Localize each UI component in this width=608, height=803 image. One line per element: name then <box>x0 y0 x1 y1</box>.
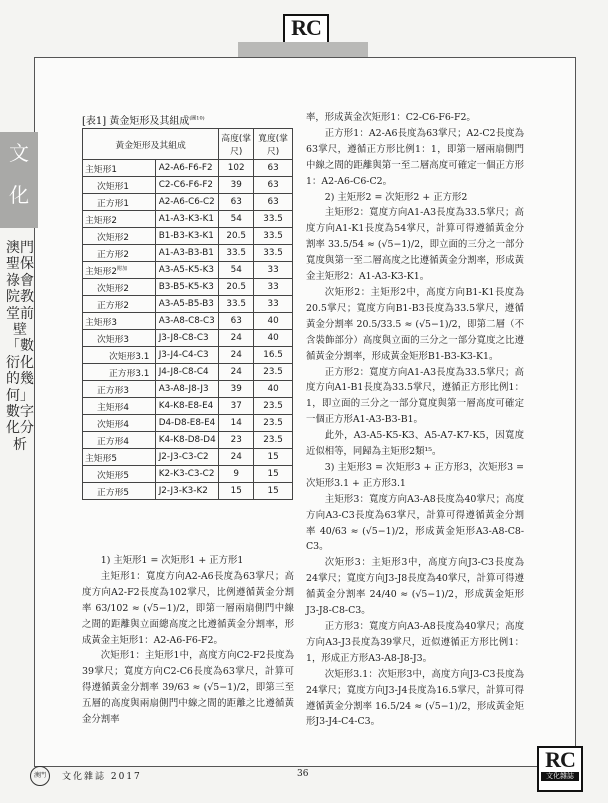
cell-text: K4-K8-D8-D4 <box>158 435 216 445</box>
paragraph: 正方形2：寬度方向A1-A3長度為33.5掌尺；高度方向A1-B1長度為33.5掌尺，遵循正方形比例1：1，即立面的三分之一部分寬度與第一層高度可確定一個正方形A1-A3-B3-B1。 <box>306 366 524 426</box>
cell-sup: 附加 <box>117 265 128 272</box>
table-row <box>83 228 293 245</box>
cell-h <box>219 415 254 432</box>
paragraph: 2) 主矩形2 = 次矩形2 + 正方形2 <box>324 191 468 203</box>
cell-text: 24 <box>230 333 242 343</box>
cell-text: 正方形2 <box>97 249 129 260</box>
cell-h <box>219 296 254 313</box>
cell-text: J3-J4-C4-C3 <box>158 350 209 360</box>
table-row <box>83 381 293 398</box>
cell-text: 33 <box>267 282 279 292</box>
table-caption-text: [表1] 黃金矩形及其組成 <box>82 116 190 127</box>
cell-h <box>219 483 254 500</box>
cell-text: B3-B5-K5-K3 <box>158 282 214 292</box>
paragraph: 主矩形2：寬度方向A1-A3長度為33.5掌尺；高度方向A1-K1長度為54掌尺，計算可得遵循黃金分割率 33.5/54 ≈ (√5−1)/2，即立面的三分之一部分寬度與第一至二層高度之比遵循黃金分割率，形成黃金主矩形2：A1-A3-K3-K1。 <box>306 207 524 283</box>
cell-text: D4-D8-E8-E4 <box>158 418 216 428</box>
cell-h <box>219 211 254 228</box>
left-column <box>82 553 294 728</box>
cell-w <box>254 245 293 262</box>
bottom-logo <box>537 746 583 792</box>
cell-text: J4-J8-C8-C4 <box>158 367 209 377</box>
cell-text: 15 <box>267 486 279 496</box>
cell-w <box>254 160 293 177</box>
cell-text: 15 <box>267 469 279 479</box>
paragraph: 次矩形3：主矩形3中，高度方向J3-C3長度為24掌尺；寬度方向J3-J8長度為40掌尺，計算可得遵循黃金分割率 24/40 ≈ (√5−1)/2，形成黃金矩形J3-J8-C8-C3。 <box>306 557 524 617</box>
header-height: 高度(掌尺) <box>219 129 254 160</box>
cell-text: 主矩形3 <box>85 317 117 328</box>
cell-w <box>254 296 293 313</box>
cell-label <box>83 415 156 432</box>
cell-text: 33 <box>267 299 279 309</box>
cell-w <box>254 432 293 449</box>
paragraph: 次矩形3.1：次矩形3中，高度方向J3-C3長度為24掌尺；寬度方向J3-J4長度為16.5掌尺，計算可得遵循黃金分割率 16.5/24 ≈ (√5−1)/2，形成黃金矩形J3-J4-C4-C3。 <box>306 668 524 728</box>
cell-w <box>254 449 293 466</box>
cell-label <box>83 262 156 279</box>
cell-code <box>155 449 219 466</box>
table-row <box>83 194 293 211</box>
cell-text: 24 <box>230 452 242 462</box>
cell-text: 63 <box>230 316 242 326</box>
cell-w <box>254 415 293 432</box>
table-body <box>83 160 293 500</box>
section-tab-char-2: 化 <box>9 183 29 207</box>
cell-code <box>155 483 219 500</box>
cell-text: A2-A6-F6-F2 <box>158 163 213 173</box>
cell-label <box>83 194 156 211</box>
cell-label <box>83 364 156 381</box>
table-row <box>83 279 293 296</box>
cell-text: 正方形1 <box>97 198 129 209</box>
cell-label <box>83 347 156 364</box>
cell-w <box>254 262 293 279</box>
cell-w <box>254 194 293 211</box>
cell-text: 15 <box>267 452 279 462</box>
cell-text: 20.5 <box>226 231 246 241</box>
cell-label <box>83 160 156 177</box>
cell-w <box>254 177 293 194</box>
table-row <box>83 330 293 347</box>
cell-text: B1-B3-K3-K1 <box>158 231 214 241</box>
cell-text: 正方形2 <box>97 300 129 311</box>
cell-text: A1-A3-B3-B1 <box>158 248 214 258</box>
cell-text: J3-J8-C8-C3 <box>158 333 209 343</box>
cell-text: C2-C6-F6-F2 <box>158 180 214 190</box>
paragraph: 3) 主矩形3 = 次矩形3 + 正方形3，次矩形3 = 次矩形3.1 + 正方形3.1 <box>306 461 524 489</box>
cell-text: 20.5 <box>226 282 246 292</box>
cell-label <box>83 245 156 262</box>
section-tab-char-1: 文 <box>9 141 29 165</box>
cell-text: 16.5 <box>263 350 283 360</box>
cell-text: 54 <box>230 265 242 275</box>
table-row <box>83 466 293 483</box>
paragraph: 主矩形1：寬度方向A2-A6長度為63掌尺；高度方向A2-F2長度為102掌尺，比例遵循黃金分割率 63/102 ≈ (√5−1)/2，即第一層兩扇側門中線之間的距離與立面總高度之比遵循黃金分割率，形成黃金主矩形1：A2-A6-F6-F2。 <box>82 570 294 646</box>
cell-text: 33.5 <box>263 231 283 241</box>
golden-rectangle-table <box>82 128 293 500</box>
logo-text: RC <box>291 15 321 40</box>
table-row <box>83 160 293 177</box>
table-row <box>83 432 293 449</box>
header-width: 寬度(掌尺) <box>254 129 293 160</box>
cell-text: 次矩形4 <box>97 419 129 430</box>
cell-h <box>219 347 254 364</box>
cell-text: 40 <box>267 333 279 343</box>
cell-label <box>83 228 156 245</box>
cell-code <box>155 245 219 262</box>
paragraph: 1) 主矩形1 = 次矩形1 + 正方形1 <box>100 555 244 566</box>
cell-text: 23.5 <box>263 435 283 445</box>
cell-w <box>254 279 293 296</box>
cell-h <box>219 245 254 262</box>
cell-text: 14 <box>230 418 242 428</box>
cell-w <box>254 330 293 347</box>
page-number: 36 <box>297 769 309 779</box>
cell-text: J2-J3-K3-K2 <box>158 486 208 496</box>
table-caption-sup: (圖10) <box>189 115 205 122</box>
cell-label <box>83 211 156 228</box>
cell-h <box>219 279 254 296</box>
cell-h <box>219 228 254 245</box>
table-row <box>83 483 293 500</box>
cell-text: 33.5 <box>226 248 246 258</box>
cell-code <box>155 262 219 279</box>
cell-text: 23 <box>230 435 242 445</box>
journal-name: 文化雜誌 2017 <box>62 772 142 782</box>
cell-text: A3-A5-B5-B3 <box>158 299 214 309</box>
paragraph: 次矩形2：主矩形2中，高度方向B1-K1長度為20.5掌尺；寬度方向B1-B3長度為33.5掌尺，遵循黃金分割率 20.5/33.5 ≈ (√5−1)/2，即第二層（不含裝飾部分）高度與立面的三分之一部分寬度之比遵循黃金分割率，形成黃金矩形B1-B3-K3-K1。 <box>306 286 524 362</box>
cell-text: K4-K8-E8-E4 <box>158 401 214 411</box>
cell-text: 次矩形2 <box>97 283 129 294</box>
cell-h <box>219 313 254 330</box>
cell-text: 23.5 <box>263 401 283 411</box>
bottom-logo-text: RC <box>545 747 575 772</box>
cell-label <box>83 313 156 330</box>
cell-w <box>254 347 293 364</box>
cell-text: 9 <box>233 469 239 479</box>
cell-label <box>83 177 156 194</box>
cell-text: 次矩形2 <box>97 232 129 243</box>
cell-text: A2-A6-C6-C2 <box>158 197 215 207</box>
section-tab <box>0 132 38 228</box>
cell-text: 40 <box>267 384 279 394</box>
cell-code <box>155 279 219 296</box>
cell-w <box>254 211 293 228</box>
cell-h <box>219 194 254 211</box>
cell-label <box>83 296 156 313</box>
cell-code <box>155 432 219 449</box>
cell-h <box>219 262 254 279</box>
cell-text: 24 <box>230 350 242 360</box>
cell-code <box>155 228 219 245</box>
table-row <box>83 449 293 466</box>
paragraph: 次矩形1：主矩形1中，高度方向C2-F2長度為39掌尺；寬度方向C2-C6長度為63掌尺，計算可得遵循黃金分割率 39/63 ≈ (√5−1)/2，即第三至五層的高度與兩扇側門中線之間的距離之比遵循黃金分割率 <box>82 650 294 726</box>
cell-h <box>219 381 254 398</box>
cell-label <box>83 483 156 500</box>
cell-text: 33.5 <box>263 214 283 224</box>
cell-w <box>254 381 293 398</box>
cell-code <box>155 160 219 177</box>
table-row <box>83 347 293 364</box>
right-column <box>306 110 524 730</box>
table-row <box>83 245 293 262</box>
cell-text: 次矩形1 <box>97 181 129 192</box>
cell-code <box>155 466 219 483</box>
cell-text: 次矩形3 <box>97 334 129 345</box>
table-row <box>83 177 293 194</box>
cell-label <box>83 449 156 466</box>
cell-text: 63 <box>267 163 279 173</box>
cell-text: 正方形4 <box>97 436 129 447</box>
cell-h <box>219 466 254 483</box>
bottom-logo-sub: 文化雜誌 <box>541 772 579 781</box>
cell-text: 54 <box>230 214 242 224</box>
cell-text: A3-A5-K5-K3 <box>158 265 214 275</box>
cell-text: 主矩形1 <box>85 164 117 175</box>
cell-text: 102 <box>227 163 245 173</box>
cell-h <box>219 398 254 415</box>
cell-text: 24 <box>230 367 242 377</box>
cell-text: 次矩形5 <box>97 470 129 481</box>
cell-label <box>83 381 156 398</box>
table-row <box>83 398 293 415</box>
cell-code <box>155 313 219 330</box>
paragraph: 主矩形3：寬度方向A3-A8長度為40掌尺；高度方向A3-C3長度為63掌尺，計算可得遵循黃金分割率 40/63 ≈ (√5−1)/2，形成黃金矩形A3-A8-C8-C3。 <box>306 493 524 553</box>
cell-text: 主矩形4 <box>97 402 129 413</box>
cell-w <box>254 466 293 483</box>
cell-code <box>155 415 219 432</box>
cell-text: 40 <box>267 316 279 326</box>
cell-text: 63 <box>267 197 279 207</box>
cell-label <box>83 398 156 415</box>
cell-w <box>254 483 293 500</box>
cell-h <box>219 330 254 347</box>
cell-text: 主矩形5 <box>85 453 117 464</box>
cell-text: 23.5 <box>263 367 283 377</box>
cell-text: 33.5 <box>263 248 283 258</box>
cell-w <box>254 398 293 415</box>
paragraph: 此外，A3-A5-K5-K3、A5-A7-K7-K5，因寬度近似相等，同歸為主矩形2類¹⁵。 <box>306 430 524 458</box>
cell-text: A3-A8-C8-C3 <box>158 316 215 326</box>
cell-text: 39 <box>230 180 242 190</box>
table-row <box>83 296 293 313</box>
cell-label <box>83 330 156 347</box>
cell-text: 正方形5 <box>97 487 129 498</box>
cell-text: J2-J3-C3-C2 <box>158 452 209 462</box>
cell-h <box>219 160 254 177</box>
cell-text: K2-K3-C3-C2 <box>158 469 215 479</box>
cell-h <box>219 432 254 449</box>
cell-code <box>155 364 219 381</box>
cell-text: 33.5 <box>226 299 246 309</box>
cell-code <box>155 347 219 364</box>
cell-text: 主矩形2 <box>85 215 117 226</box>
cell-text: 正方形3.1 <box>109 368 150 379</box>
cell-h <box>219 364 254 381</box>
cell-code <box>155 330 219 347</box>
cell-code <box>155 194 219 211</box>
cell-label <box>83 466 156 483</box>
cell-text: 15 <box>230 486 242 496</box>
cell-text: 63 <box>230 197 242 207</box>
cell-h <box>219 177 254 194</box>
cell-h <box>219 449 254 466</box>
cell-code <box>155 177 219 194</box>
top-strip <box>238 42 368 58</box>
cell-text: 正方形3 <box>97 385 129 396</box>
article-title: 澳門聖保祿會院教堂前壁「數衍化的幾何」數字化分析 <box>6 240 34 453</box>
cell-text: 次矩形3.1 <box>109 351 150 362</box>
table-row <box>83 364 293 381</box>
paragraph: 正方形1：A2-A6長度為63掌尺；A2-C2長度為63掌尺，遵循正方形比例1：1，即第一層兩扇側門中線之間的距離與第一至二層高度可確定一個正方形1：A2-A6-C6-C2。 <box>306 127 524 187</box>
table-row <box>83 262 293 279</box>
cell-label <box>83 432 156 449</box>
cell-label <box>83 279 156 296</box>
cell-text: 23.5 <box>263 418 283 428</box>
header-name: 黃金矩形及其組成 <box>83 129 219 160</box>
cell-text: 主矩形2 <box>85 266 117 277</box>
cell-w <box>254 228 293 245</box>
journal-emblem: 澳門 <box>30 766 50 786</box>
cell-text: 63 <box>267 180 279 190</box>
cell-text: 39 <box>230 384 242 394</box>
table-caption <box>82 112 205 127</box>
paragraph: 率，形成黃金次矩形1：C2-C6-F6-F2。 <box>306 112 476 123</box>
paragraph: 正方形3：寬度方向A3-A8長度為40掌尺；高度方向A3-J3長度為39掌尺，近似遵循正方形比例1：1，形成正方形A3-A8-J8-J3。 <box>306 621 524 664</box>
cell-text: A1-A3-K3-K1 <box>158 214 214 224</box>
cell-code <box>155 211 219 228</box>
cell-w <box>254 364 293 381</box>
table-row <box>83 211 293 228</box>
cell-w <box>254 313 293 330</box>
cell-code <box>155 381 219 398</box>
cell-text: 37 <box>230 401 242 411</box>
table-row <box>83 313 293 330</box>
cell-text: A3-A8-J8-J3 <box>158 384 209 394</box>
table-row <box>83 415 293 432</box>
cell-text: 33 <box>267 265 279 275</box>
cell-code <box>155 398 219 415</box>
cell-code <box>155 296 219 313</box>
